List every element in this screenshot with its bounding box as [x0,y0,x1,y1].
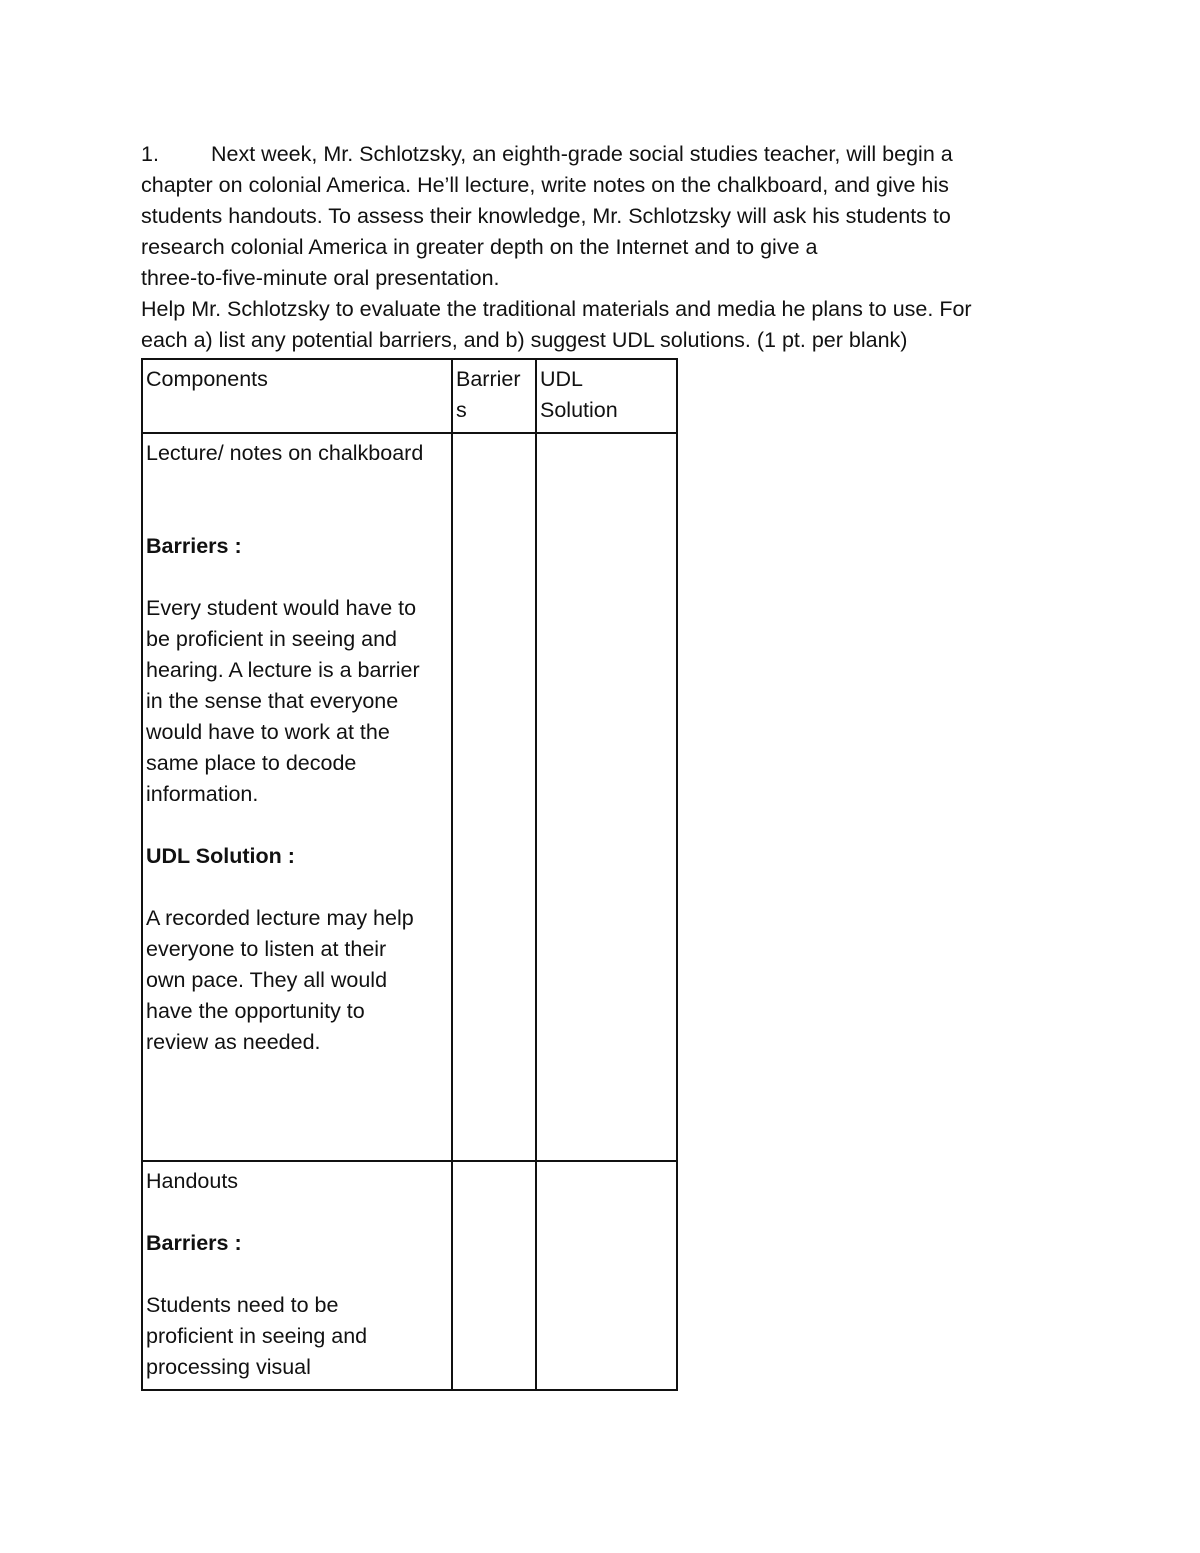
handouts-barriers-line: processing visual [146,1355,311,1379]
lecture-title: Lecture/ notes on chalkboard [146,441,424,465]
question-line-7: each a) list any potential barriers, and b) suggest UDL solutions. (1 pt. per blank) [141,328,908,352]
header-barriers-label-1: Barrier [456,367,521,391]
handouts-barriers-line: proficient in seeing and [146,1324,368,1348]
question-number: 1. [141,142,159,166]
lecture-barriers-line: hearing. A lecture is a barrier [146,658,420,682]
question-line-5: three-to-five-minute oral presentation. [141,266,500,290]
handouts-barriers-blank [452,1161,536,1390]
header-udl-label-2: Solution [540,398,618,422]
table-header-row [142,359,677,433]
udl-table [141,358,678,1391]
lecture-barriers-blank [452,433,536,1161]
table-row-handouts [142,1161,677,1390]
lecture-udl-line: everyone to listen at their [146,937,387,961]
question-text [141,139,1071,356]
lecture-udl-line: own pace. They all would [146,968,388,992]
header-udl-solution [536,359,677,433]
question-line-4: research colonial America in greater depth on the Internet and to give a [141,235,818,259]
question-line-3: students handouts. To assess their knowledge, Mr. Schlotzsky will ask his students to [141,204,951,228]
lecture-barriers-line: be proficient in seeing and [146,627,398,651]
lecture-component-cell [142,433,452,1161]
handouts-barriers-line: Students need to be [146,1293,339,1317]
lecture-udl-line: review as needed. [146,1030,321,1054]
handouts-barriers-heading: Barriers : [146,1231,242,1255]
table-row-lecture [142,433,677,1161]
header-components-label: Components [146,367,268,391]
handouts-udl-blank [536,1161,677,1390]
lecture-barriers-line: same place to decode [146,751,357,775]
question-line-2: chapter on colonial America. He’ll lecture, write notes on the chalkboard, and give his [141,173,949,197]
header-udl-label-1: UDL [540,367,584,391]
question-line [141,139,1071,170]
question-line-6: Help Mr. Schlotzsky to evaluate the traditional materials and media he plans to use. For [141,297,972,321]
question-line-1: Next week, Mr. Schlotzsky, an eighth-grade social studies teacher, will begin a [211,142,953,166]
lecture-udl-line: A recorded lecture may help [146,906,414,930]
lecture-barriers-line: in the sense that everyone [146,689,399,713]
lecture-barriers-heading: Barriers : [146,534,242,558]
lecture-udl-blank [536,433,677,1161]
header-barriers [452,359,536,433]
lecture-udl-line: have the opportunity to [146,999,365,1023]
handouts-component-cell [142,1161,452,1390]
lecture-barriers-line: would have to work at the [146,720,390,744]
lecture-barriers-line: information. [146,782,259,806]
lecture-barriers-line: Every student would have to [146,596,417,620]
header-barriers-label-2: s [456,398,467,422]
header-components [142,359,452,433]
handouts-title: Handouts [146,1169,239,1193]
lecture-udl-heading: UDL Solution : [146,844,295,868]
